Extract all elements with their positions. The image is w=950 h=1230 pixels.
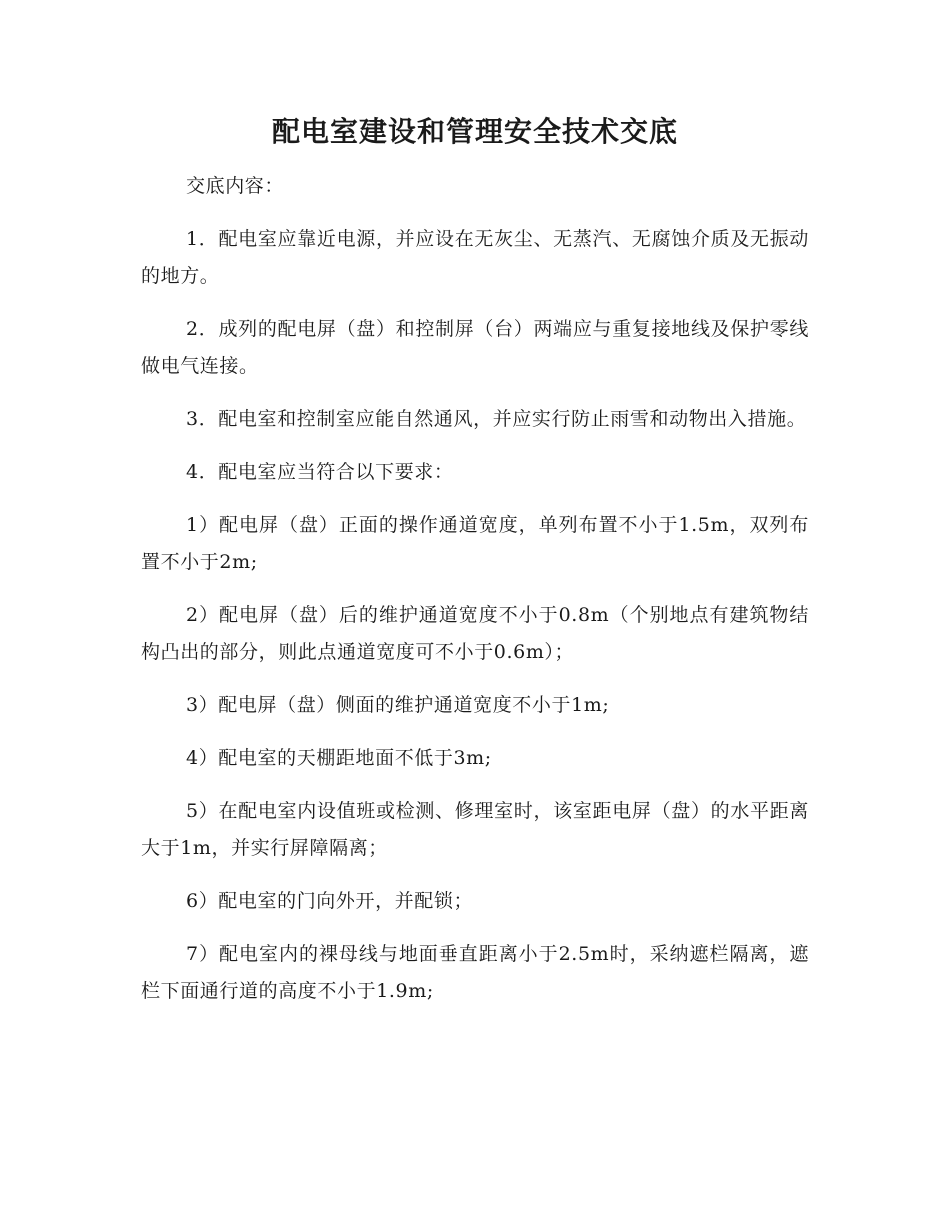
page-title: 配电室建设和管理安全技术交底 bbox=[271, 115, 678, 148]
intro-paragraph: 交底内容： bbox=[186, 175, 285, 197]
sub-item-6: 6）配电室的门向外开，并配锁； bbox=[186, 890, 474, 912]
document-body bbox=[141, 168, 809, 1026]
sub-item-4: 4）配电室的天棚距地面不低于3m; bbox=[186, 747, 492, 769]
sub-item-7: 7）配电室内的裸母线与地面垂直距离小于2.5m时，采纳遮栏隔离，遮栏下面通行道的高度不小于1.9m; bbox=[141, 943, 809, 1002]
paragraph-item-2: 2．成列的配电屏（盘）和控制屏（台）两端应与重复接地线及保护零线做电气连接。 bbox=[141, 318, 809, 377]
paragraph-item-3: 3．配电室和控制室应能自然通风，并应实行防止雨雪和动物出入措施。 bbox=[186, 408, 807, 430]
paragraph-item-4: 4．配电室应当符合以下要求： bbox=[186, 461, 454, 483]
sub-item-5: 5）在配电室内设值班或检测、修理室时，该室距电屏（盘）的水平距离大于1m，并实行屏障隔离； bbox=[141, 800, 809, 859]
sub-item-1: 1）配电屏（盘）正面的操作通道宽度，单列布置不小于1.5m，双列布置不小于2m; bbox=[141, 514, 809, 573]
sub-item-3: 3）配电屏（盘）侧面的维护通道宽度不小于1m; bbox=[186, 694, 610, 716]
paragraph-item-1: 1．配电室应靠近电源，并应设在无灰尘、无蒸汽、无腐蚀介质及无振动的地方。 bbox=[141, 228, 809, 287]
sub-item-2: 2）配电屏（盘）后的维护通道宽度不小于0.8m（个别地点有建筑物结构凸出的部分，则此点通道宽度可不小于0.6m）； bbox=[141, 604, 809, 663]
